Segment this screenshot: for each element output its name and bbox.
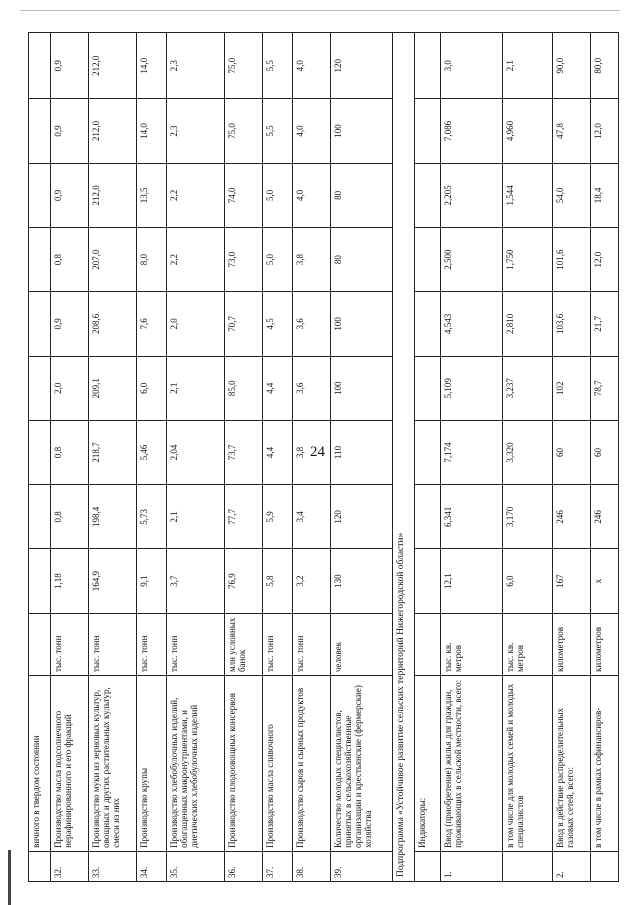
row-number: [29, 851, 51, 881]
value-cell: 73,7: [225, 420, 263, 484]
value-cell: 2,0: [167, 292, 225, 356]
value-cell: 246: [591, 485, 619, 549]
indicator-name: Ввод (приобретение) жилья для граждан, проживающих в сельской местности, всего:: [441, 676, 503, 852]
value-cell: [415, 163, 441, 227]
top-rule: [20, 10, 620, 11]
value-cell: 1,544: [503, 163, 553, 227]
unit-cell: тыс. тонн: [293, 613, 331, 675]
value-cell: х: [591, 549, 619, 613]
indicator-name: Производство хлебобулочных изделий, обогащенных микронутриентами, и диетических хлебобулочных изделий: [167, 676, 225, 852]
value-cell: [415, 420, 441, 484]
indicator-name: Производство сыров и сырных продуктов: [293, 676, 331, 852]
value-cell: 2,0: [51, 356, 89, 420]
value-cell: 164,9: [89, 549, 137, 613]
value-cell: 5,0: [263, 227, 293, 291]
value-cell: 14,0: [137, 99, 167, 163]
value-cell: [29, 485, 51, 549]
value-cell: 5,5: [263, 33, 293, 99]
value-cell: 5,9: [263, 485, 293, 549]
value-cell: 100: [331, 99, 393, 163]
unit-cell: тыс. тонн: [263, 613, 293, 675]
value-cell: 1,750: [503, 227, 553, 291]
indicator-table: [28, 32, 619, 882]
value-cell: 4,0: [293, 99, 331, 163]
value-cell: 3,237: [503, 356, 553, 420]
value-cell: 12,1: [441, 549, 503, 613]
section-row: [393, 33, 415, 882]
value-cell: 2,500: [441, 227, 503, 291]
row-number: 35.: [167, 851, 225, 881]
value-cell: 100: [331, 356, 393, 420]
row-number: 38.: [293, 851, 331, 881]
value-cell: 3,320: [503, 420, 553, 484]
value-cell: 3,6: [293, 292, 331, 356]
table-row: [29, 33, 51, 882]
value-cell: 100: [331, 292, 393, 356]
table-row: [293, 33, 331, 882]
value-cell: 80: [331, 163, 393, 227]
value-cell: 212,0: [89, 99, 137, 163]
value-cell: 110: [331, 420, 393, 484]
value-cell: [29, 227, 51, 291]
unit-cell: километров: [591, 613, 619, 675]
value-cell: 3,8: [293, 420, 331, 484]
unit-cell: тыс. кв. метров: [503, 613, 553, 675]
table-row: [167, 33, 225, 882]
indicator-name: в том числе для молодых семей и молодых специалистов: [503, 676, 553, 852]
value-cell: 8,0: [137, 227, 167, 291]
value-cell: 14,0: [137, 33, 167, 99]
rotated-table-container: [28, 32, 618, 882]
value-cell: 60: [591, 420, 619, 484]
value-cell: 2,2: [167, 227, 225, 291]
value-cell: 198,4: [89, 485, 137, 549]
page-number: 24: [310, 444, 325, 460]
value-cell: 4,4: [263, 420, 293, 484]
value-cell: 5,46: [137, 420, 167, 484]
value-cell: 0,9: [51, 99, 89, 163]
value-cell: [29, 99, 51, 163]
row-number: [591, 851, 619, 881]
value-cell: 0,8: [51, 485, 89, 549]
value-cell: 207,0: [89, 227, 137, 291]
indicator-name: Количество молодых специалистов, принятых в сельскохозяйственные организации и крестьянские (фермерские) хозяйства: [331, 676, 393, 852]
table-row: [503, 33, 553, 882]
row-number: [415, 851, 441, 881]
value-cell: [415, 485, 441, 549]
unit-cell: [29, 613, 51, 675]
value-cell: 7,6: [137, 292, 167, 356]
indicator-name: Ввод в действие распределительных газовых сетей, всего:: [553, 676, 591, 852]
value-cell: 18,4: [591, 163, 619, 227]
row-number: 2.: [553, 851, 591, 881]
value-cell: 60: [553, 420, 591, 484]
indicator-name: Производство масла сливочного: [263, 676, 293, 852]
value-cell: 6,0: [137, 356, 167, 420]
value-cell: 5,5: [263, 99, 293, 163]
value-cell: 246: [553, 485, 591, 549]
value-cell: 208,6: [89, 292, 137, 356]
row-number: 36.: [225, 851, 263, 881]
value-cell: 209,1: [89, 356, 137, 420]
value-cell: [415, 549, 441, 613]
unit-cell: километров: [553, 613, 591, 675]
value-cell: 90,0: [553, 33, 591, 99]
value-cell: [415, 227, 441, 291]
value-cell: 2,1: [167, 356, 225, 420]
value-cell: 7,086: [441, 99, 503, 163]
row-number: [503, 851, 553, 881]
table-row: [225, 33, 263, 882]
table-row: [137, 33, 167, 882]
value-cell: 3,7: [167, 549, 225, 613]
table-row: [331, 33, 393, 882]
indicator-name: Производство муки из зерновых культур, овощных и других растительных культур, смеси из них: [89, 676, 137, 852]
value-cell: 103,6: [553, 292, 591, 356]
value-cell: 2,810: [503, 292, 553, 356]
value-cell: 120: [331, 485, 393, 549]
value-cell: [29, 356, 51, 420]
unit-cell: млн условных банок: [225, 613, 263, 675]
value-cell: [415, 292, 441, 356]
value-cell: 2,3: [167, 33, 225, 99]
value-cell: 212,0: [89, 33, 137, 99]
value-cell: 6,341: [441, 485, 503, 549]
value-cell: 80,0: [591, 33, 619, 99]
table-row: [89, 33, 137, 882]
unit-cell: [415, 613, 441, 675]
value-cell: 4,0: [293, 163, 331, 227]
value-cell: 5,0: [263, 163, 293, 227]
value-cell: 13,5: [137, 163, 167, 227]
indicator-name: вичного в твердом состоянии: [29, 676, 51, 852]
value-cell: 12,0: [591, 227, 619, 291]
value-cell: 218,7: [89, 420, 137, 484]
value-cell: 4,0: [293, 33, 331, 99]
value-cell: 5,109: [441, 356, 503, 420]
value-cell: 74,0: [225, 163, 263, 227]
value-cell: 3,0: [441, 33, 503, 99]
table-row: [51, 33, 89, 882]
unit-cell: тыс. кв. метров: [441, 613, 503, 675]
value-cell: 4,5: [263, 292, 293, 356]
value-cell: 0,9: [51, 292, 89, 356]
row-number: 37.: [263, 851, 293, 881]
value-cell: [415, 33, 441, 99]
value-cell: [29, 292, 51, 356]
table-row: [553, 33, 591, 882]
value-cell: 2,04: [167, 420, 225, 484]
value-cell: [29, 33, 51, 99]
value-cell: [29, 549, 51, 613]
value-cell: 70,7: [225, 292, 263, 356]
value-cell: 3,8: [293, 227, 331, 291]
value-cell: 76,9: [225, 549, 263, 613]
value-cell: 0,8: [51, 420, 89, 484]
value-cell: 0,9: [51, 33, 89, 99]
value-cell: 3,2: [293, 549, 331, 613]
value-cell: 2,205: [441, 163, 503, 227]
value-cell: 0,8: [51, 227, 89, 291]
row-number: 39.: [331, 851, 393, 881]
scan-edge-mark: [8, 850, 11, 905]
unit-cell: тыс. тонн: [137, 613, 167, 675]
value-cell: 47,8: [553, 99, 591, 163]
value-cell: 130: [331, 549, 393, 613]
value-cell: 73,0: [225, 227, 263, 291]
table-row: [415, 33, 441, 882]
value-cell: 3,6: [293, 356, 331, 420]
value-cell: 21,7: [591, 292, 619, 356]
value-cell: [29, 163, 51, 227]
value-cell: 4,543: [441, 292, 503, 356]
indicator-name: Производство масла подсолнечного нерафинированного и его фракций: [51, 676, 89, 852]
table-row: [591, 33, 619, 882]
unit-cell: человек: [331, 613, 393, 675]
value-cell: [415, 356, 441, 420]
indicator-name: в том числе в рамках софинансиров-: [591, 676, 619, 852]
row-number: 32.: [51, 851, 89, 881]
value-cell: 3,170: [503, 485, 553, 549]
row-number: 34.: [137, 851, 167, 881]
table-row: [441, 33, 503, 882]
row-number: 33.: [89, 851, 137, 881]
section-title: Подпрограмма «Устойчивое развитие сельских территорий Нижегородской области»: [393, 33, 415, 882]
value-cell: 80: [331, 227, 393, 291]
indicator-name: Производство крупы: [137, 676, 167, 852]
value-cell: 0,9: [51, 163, 89, 227]
value-cell: 101,6: [553, 227, 591, 291]
value-cell: 167: [553, 549, 591, 613]
table-row: [263, 33, 293, 882]
value-cell: 12,0: [591, 99, 619, 163]
table-body: [29, 33, 619, 882]
value-cell: 78,7: [591, 356, 619, 420]
value-cell: 2,2: [167, 163, 225, 227]
value-cell: 5,8: [263, 549, 293, 613]
indicator-name: Индикаторы:: [415, 676, 441, 852]
value-cell: 85,0: [225, 356, 263, 420]
value-cell: 120: [331, 33, 393, 99]
indicator-name: Производство плодоовощных консервов: [225, 676, 263, 852]
value-cell: 2,1: [167, 485, 225, 549]
value-cell: 75,0: [225, 99, 263, 163]
value-cell: 4,960: [503, 99, 553, 163]
value-cell: 54,0: [553, 163, 591, 227]
value-cell: 102: [553, 356, 591, 420]
row-number: 1.: [441, 851, 503, 881]
value-cell: 4,4: [263, 356, 293, 420]
unit-cell: тыс. тонн: [167, 613, 225, 675]
value-cell: 5,73: [137, 485, 167, 549]
unit-cell: тыс. тонн: [89, 613, 137, 675]
value-cell: 6,0: [503, 549, 553, 613]
value-cell: [29, 420, 51, 484]
value-cell: 9,1: [137, 549, 167, 613]
value-cell: 212,0: [89, 163, 137, 227]
value-cell: 2,1: [503, 33, 553, 99]
value-cell: 7,174: [441, 420, 503, 484]
value-cell: [415, 99, 441, 163]
value-cell: 77,7: [225, 485, 263, 549]
value-cell: 1,18: [51, 549, 89, 613]
value-cell: 75,0: [225, 33, 263, 99]
value-cell: 2,3: [167, 99, 225, 163]
value-cell: 3,4: [293, 485, 331, 549]
unit-cell: тыс. тонн: [51, 613, 89, 675]
